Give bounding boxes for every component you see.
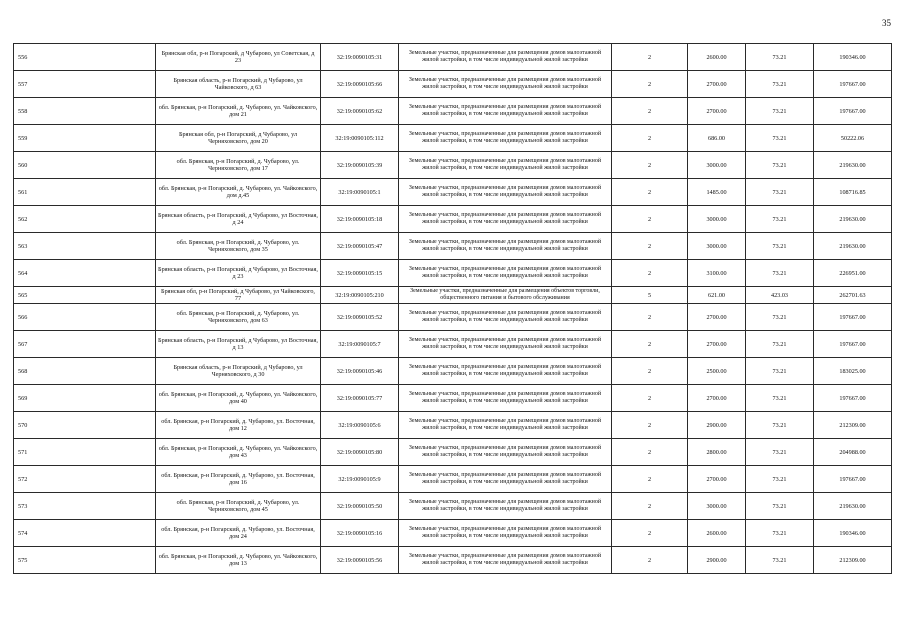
- area-cell: 3000.00: [688, 233, 746, 260]
- table-row: [14, 358, 892, 385]
- table-row: [14, 520, 892, 547]
- land-use-cell: Земельные участки, предназначенные для размещения домов малоэтажной жилой застройки, в том числе индивидуальной жилой застройки: [399, 179, 612, 206]
- land-use-cell: Земельные участки, предназначенные для размещения домов малоэтажной жилой застройки, в том числе индивидуальной жилой застройки: [399, 152, 612, 179]
- rate-cell: 73.21: [746, 206, 814, 233]
- area-cell: 2700.00: [688, 304, 746, 331]
- row-number-cell: 573: [14, 493, 156, 520]
- rate-cell: 73.21: [746, 179, 814, 206]
- area-cell: 2700.00: [688, 98, 746, 125]
- group-cell: 2: [612, 152, 688, 179]
- group-cell: 2: [612, 493, 688, 520]
- area-cell: 3000.00: [688, 206, 746, 233]
- rate-cell: 73.21: [746, 71, 814, 98]
- cadastral-number-cell: 32:19:0090105:47: [321, 233, 399, 260]
- table-row: [14, 179, 892, 206]
- rate-cell: 73.21: [746, 439, 814, 466]
- rate-cell: 73.21: [746, 466, 814, 493]
- group-cell: 2: [612, 304, 688, 331]
- table-row: [14, 466, 892, 493]
- cadastral-number-cell: 32:19:0090105:77: [321, 385, 399, 412]
- area-cell: 2700.00: [688, 385, 746, 412]
- group-cell: 5: [612, 287, 688, 304]
- cadastral-value-cell: 212309.00: [814, 412, 892, 439]
- land-use-cell: Земельные участки, предназначенные для размещения домов малоэтажной жилой застройки, в том числе индивидуальной жилой застройки: [399, 125, 612, 152]
- cadastral-value-cell: 197667.00: [814, 98, 892, 125]
- table-row: [14, 260, 892, 287]
- rate-cell: 73.21: [746, 358, 814, 385]
- address-cell: обл. Брянская, р-н Погарский, д. Чубарово, ул. Восточная, дом 24: [156, 520, 321, 547]
- row-number-cell: 567: [14, 331, 156, 358]
- table-row: [14, 233, 892, 260]
- row-number-cell: 566: [14, 304, 156, 331]
- cadastral-number-cell: 32:19:0090105:9: [321, 466, 399, 493]
- rate-cell: 73.21: [746, 260, 814, 287]
- address-cell: Брянская область, р-н Погарский, д Чубарово, ул Восточная, д 24: [156, 206, 321, 233]
- group-cell: 2: [612, 385, 688, 412]
- table-row: [14, 71, 892, 98]
- cadastral-value-cell: 190346.00: [814, 520, 892, 547]
- land-use-cell: Земельные участки, предназначенные для размещения домов малоэтажной жилой застройки, в том числе индивидуальной жилой застройки: [399, 71, 612, 98]
- group-cell: 2: [612, 179, 688, 206]
- row-number-cell: 556: [14, 44, 156, 71]
- land-use-cell: Земельные участки, предназначенные для размещения домов малоэтажной жилой застройки, в том числе индивидуальной жилой застройки: [399, 44, 612, 71]
- group-cell: 2: [612, 206, 688, 233]
- area-cell: 3000.00: [688, 152, 746, 179]
- cadastral-number-cell: 32:19:0090105:7: [321, 331, 399, 358]
- cadastral-value-cell: 219630.00: [814, 233, 892, 260]
- address-cell: обл. Брянская, р-н Погарский, д. Чубарово, ул. Восточная, дом 12: [156, 412, 321, 439]
- group-cell: 2: [612, 520, 688, 547]
- land-use-cell: Земельные участки, предназначенные для размещения домов малоэтажной жилой застройки, в том числе индивидуальной жилой застройки: [399, 304, 612, 331]
- cadastral-number-cell: 32:19:0090105:62: [321, 98, 399, 125]
- area-cell: 2900.00: [688, 412, 746, 439]
- row-number-cell: 563: [14, 233, 156, 260]
- land-use-cell: Земельные участки, предназначенные для размещения домов малоэтажной жилой застройки, в том числе индивидуальной жилой застройки: [399, 206, 612, 233]
- group-cell: 2: [612, 125, 688, 152]
- land-use-cell: Земельные участки, предназначенные для размещения домов малоэтажной жилой застройки, в том числе индивидуальной жилой застройки: [399, 493, 612, 520]
- cadastral-value-cell: 219630.00: [814, 206, 892, 233]
- group-cell: 2: [612, 98, 688, 125]
- cadastral-value-cell: 197667.00: [814, 331, 892, 358]
- row-number-cell: 562: [14, 206, 156, 233]
- table-row: [14, 287, 892, 304]
- address-cell: обл. Брянская, р-н Погарский, д. Чубарово, ул. Черняховского, дом 63: [156, 304, 321, 331]
- rate-cell: 73.21: [746, 547, 814, 574]
- land-use-cell: Земельные участки, предназначенные для размещения домов малоэтажной жилой застройки, в том числе индивидуальной жилой застройки: [399, 412, 612, 439]
- cadastral-number-cell: 32:19:0090105:52: [321, 304, 399, 331]
- rate-cell: 73.21: [746, 98, 814, 125]
- address-cell: Брянская область, р-н Погарский, д Чубарово, ул Восточная, д 13: [156, 331, 321, 358]
- area-cell: 2600.00: [688, 520, 746, 547]
- rate-cell: 73.21: [746, 385, 814, 412]
- cadastral-value-cell: 219630.00: [814, 493, 892, 520]
- row-number-cell: 559: [14, 125, 156, 152]
- address-cell: Брянская область, р-н Погарский, д Чубарово, ул Восточная, д 23: [156, 260, 321, 287]
- land-use-cell: Земельные участки, предназначенные для размещения домов малоэтажной жилой застройки, в том числе индивидуальной жилой застройки: [399, 358, 612, 385]
- row-number-cell: 561: [14, 179, 156, 206]
- land-use-cell: Земельные участки, предназначенные для размещения домов малоэтажной жилой застройки, в том числе индивидуальной жилой застройки: [399, 385, 612, 412]
- cadastral-number-cell: 32:19:0090105:210: [321, 287, 399, 304]
- cadastral-value-cell: 212309.00: [814, 547, 892, 574]
- rate-cell: 73.21: [746, 304, 814, 331]
- address-cell: обл. Брянская, р-н Погарский, д. Чубарово, ул. Черняховского, дом 17: [156, 152, 321, 179]
- table-body: [14, 44, 892, 574]
- address-cell: Брянская область, р-н Погарский, д Чубарово, ул Чайковского, д 63: [156, 71, 321, 98]
- land-use-cell: Земельные участки, предназначенные для размещения домов малоэтажной жилой застройки, в том числе индивидуальной жилой застройки: [399, 439, 612, 466]
- address-cell: Брянская область, р-н Погарский, д Чубарово, ул Черняховского, д 30: [156, 358, 321, 385]
- cadastral-number-cell: 32:19:0090105:6: [321, 412, 399, 439]
- table-row: [14, 493, 892, 520]
- area-cell: 2700.00: [688, 466, 746, 493]
- land-use-cell: Земельные участки, предназначенные для размещения домов малоэтажной жилой застройки, в том числе индивидуальной жилой застройки: [399, 260, 612, 287]
- row-number-cell: 568: [14, 358, 156, 385]
- cadastral-number-cell: 32:19:0090105:56: [321, 547, 399, 574]
- address-cell: Брянская обл, р-н Погарский, д Чубарово, ул Советская, д 23: [156, 44, 321, 71]
- area-cell: 621.00: [688, 287, 746, 304]
- rate-cell: 73.21: [746, 44, 814, 71]
- area-cell: 686.00: [688, 125, 746, 152]
- cadastral-number-cell: 32:19:0090105:18: [321, 206, 399, 233]
- row-number-cell: 572: [14, 466, 156, 493]
- row-number-cell: 565: [14, 287, 156, 304]
- cadastral-value-cell: 226951.00: [814, 260, 892, 287]
- cadastral-value-cell: 262701.63: [814, 287, 892, 304]
- group-cell: 2: [612, 233, 688, 260]
- rate-cell: 73.21: [746, 412, 814, 439]
- address-cell: обл. Брянская, р-н Погарский, д. Чубарово, ул. Чайковского, дом 40: [156, 385, 321, 412]
- cadastral-value-cell: 108716.85: [814, 179, 892, 206]
- table-row: [14, 98, 892, 125]
- page-number: 35: [882, 18, 891, 28]
- area-cell: 2700.00: [688, 71, 746, 98]
- area-cell: 2900.00: [688, 547, 746, 574]
- area-cell: 3000.00: [688, 493, 746, 520]
- table-row: [14, 152, 892, 179]
- cadastral-number-cell: 32:19:0090105:39: [321, 152, 399, 179]
- area-cell: 2800.00: [688, 439, 746, 466]
- row-number-cell: 571: [14, 439, 156, 466]
- rate-cell: 73.21: [746, 125, 814, 152]
- group-cell: 2: [612, 71, 688, 98]
- table-row: [14, 331, 892, 358]
- address-cell: Брянская обл, р-н Погарский, д Чубарово, ул Черняховского, дом 20: [156, 125, 321, 152]
- table-row: [14, 44, 892, 71]
- address-cell: обл. Брянская, р-н Погарский, д. Чубарово, ул. Чайковского, дом д.45: [156, 179, 321, 206]
- land-use-cell: Земельные участки, предназначенные для размещения домов малоэтажной жилой застройки, в том числе индивидуальной жилой застройки: [399, 520, 612, 547]
- row-number-cell: 560: [14, 152, 156, 179]
- row-number-cell: 570: [14, 412, 156, 439]
- cadastral-value-cell: 183025.00: [814, 358, 892, 385]
- cadastral-number-cell: 32:19:0090105:31: [321, 44, 399, 71]
- cadastral-value-cell: 197667.00: [814, 304, 892, 331]
- land-use-cell: Земельные участки, предназначенные для размещения домов малоэтажной жилой застройки, в том числе индивидуальной жилой застройки: [399, 98, 612, 125]
- cadastral-number-cell: 32:19:0090105:1: [321, 179, 399, 206]
- group-cell: 2: [612, 466, 688, 493]
- land-use-cell: Земельные участки, предназначенные для размещения домов малоэтажной жилой застройки, в том числе индивидуальной жилой застройки: [399, 547, 612, 574]
- row-number-cell: 558: [14, 98, 156, 125]
- address-cell: обл. Брянская, р-н Погарский, д. Чубарово, ул. Чайковского, дом 43: [156, 439, 321, 466]
- group-cell: 2: [612, 44, 688, 71]
- table-row: [14, 206, 892, 233]
- row-number-cell: 575: [14, 547, 156, 574]
- cadastral-number-cell: 32:19:0090105:80: [321, 439, 399, 466]
- cadastral-value-cell: 204988.00: [814, 439, 892, 466]
- table-row: [14, 547, 892, 574]
- cadastral-value-cell: 219630.00: [814, 152, 892, 179]
- land-use-cell: Земельные участки, предназначенные для размещения домов малоэтажной жилой застройки, в том числе индивидуальной жилой застройки: [399, 233, 612, 260]
- table-row: [14, 412, 892, 439]
- group-cell: 2: [612, 439, 688, 466]
- group-cell: 2: [612, 547, 688, 574]
- table-row: [14, 385, 892, 412]
- group-cell: 2: [612, 260, 688, 287]
- rate-cell: 73.21: [746, 331, 814, 358]
- address-cell: обл. Брянская, р-н Погарский, д. Чубарово, ул. Восточная, дом 16: [156, 466, 321, 493]
- area-cell: 3100.00: [688, 260, 746, 287]
- cadastral-number-cell: 32:19:0090105:112: [321, 125, 399, 152]
- row-number-cell: 557: [14, 71, 156, 98]
- cadastral-number-cell: 32:19:0090105:15: [321, 260, 399, 287]
- cadastral-value-cell: 197667.00: [814, 385, 892, 412]
- address-cell: Брянская обл, р-н Погарский, д Чубарово, ул Чайковского, 77: [156, 287, 321, 304]
- rate-cell: 73.21: [746, 152, 814, 179]
- cadastral-register-table: [13, 43, 892, 574]
- rate-cell: 73.21: [746, 233, 814, 260]
- address-cell: обл. Брянская, р-н Погарский, д. Чубарово, ул. Черняховского, дом 35: [156, 233, 321, 260]
- area-cell: 1485.00: [688, 179, 746, 206]
- group-cell: 2: [612, 412, 688, 439]
- row-number-cell: 564: [14, 260, 156, 287]
- address-cell: обл. Брянская, р-н Погарский, д. Чубарово, ул. Чайковского, дом 13: [156, 547, 321, 574]
- address-cell: обл. Брянская, р-н Погарский, д. Чубарово, ул. Чайковского, дом 21: [156, 98, 321, 125]
- table-row: [14, 125, 892, 152]
- rate-cell: 423.03: [746, 287, 814, 304]
- group-cell: 2: [612, 331, 688, 358]
- group-cell: 2: [612, 358, 688, 385]
- table-row: [14, 304, 892, 331]
- cadastral-value-cell: 190346.00: [814, 44, 892, 71]
- cadastral-number-cell: 32:19:0090105:50: [321, 493, 399, 520]
- cadastral-value-cell: 50222.06: [814, 125, 892, 152]
- rate-cell: 73.21: [746, 493, 814, 520]
- cadastral-value-cell: 197667.00: [814, 71, 892, 98]
- table-row: [14, 439, 892, 466]
- address-cell: обл. Брянская, р-н Погарский, д. Чубарово, ул. Черняховского, дом 45: [156, 493, 321, 520]
- land-use-cell: Земельные участки, предназначенные для размещения объектов торговли, общественного питания и бытового обслуживания: [399, 287, 612, 304]
- cadastral-number-cell: 32:19:0090105:46: [321, 358, 399, 385]
- cadastral-number-cell: 32:19:0090105:16: [321, 520, 399, 547]
- area-cell: 2700.00: [688, 331, 746, 358]
- row-number-cell: 569: [14, 385, 156, 412]
- area-cell: 2500.00: [688, 358, 746, 385]
- land-use-cell: Земельные участки, предназначенные для размещения домов малоэтажной жилой застройки, в том числе индивидуальной жилой застройки: [399, 331, 612, 358]
- cadastral-value-cell: 197667.00: [814, 466, 892, 493]
- cadastral-number-cell: 32:19:0090105:66: [321, 71, 399, 98]
- land-use-cell: Земельные участки, предназначенные для размещения домов малоэтажной жилой застройки, в том числе индивидуальной жилой застройки: [399, 466, 612, 493]
- area-cell: 2600.00: [688, 44, 746, 71]
- row-number-cell: 574: [14, 520, 156, 547]
- rate-cell: 73.21: [746, 520, 814, 547]
